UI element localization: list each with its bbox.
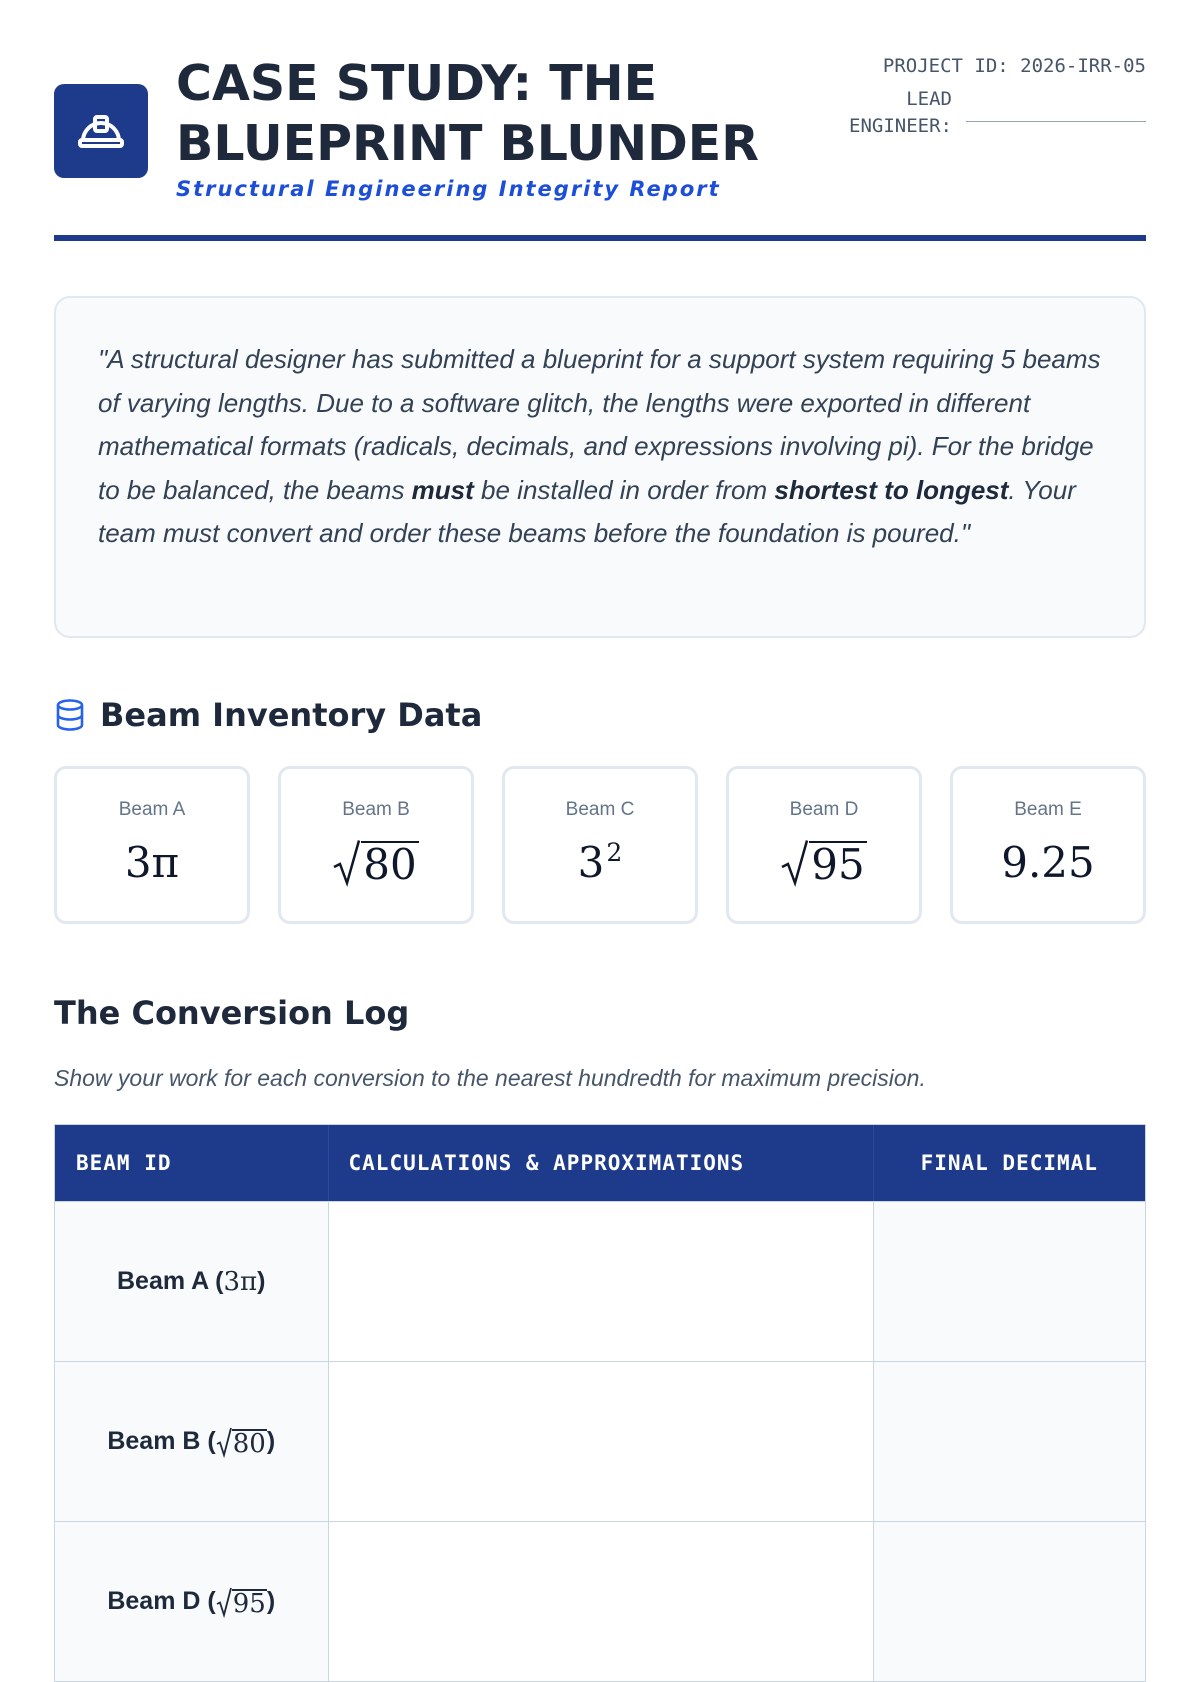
radical-sign xyxy=(781,839,809,887)
calculation-cell[interactable] xyxy=(329,1522,874,1681)
radicand: 80 xyxy=(363,840,417,889)
beam-value xyxy=(1001,835,1095,887)
beam-label: Beam E xyxy=(1014,799,1082,820)
beam-label: Beam A xyxy=(118,799,186,820)
conversion-table xyxy=(54,1124,1146,1682)
hard-hat-icon xyxy=(75,105,127,157)
beam-id-cell xyxy=(55,1362,329,1521)
final-decimal-cell[interactable] xyxy=(874,1362,1146,1521)
table-row xyxy=(55,1201,1145,1361)
beam-id-text: Beam A ( xyxy=(117,1267,224,1295)
inventory-heading xyxy=(54,696,482,734)
calculation-cell[interactable] xyxy=(329,1362,874,1521)
inventory-title: Beam Inventory Data xyxy=(100,696,483,734)
beam-id-cell xyxy=(55,1522,329,1681)
beam-id-math: 3π xyxy=(223,1266,258,1297)
beam-value xyxy=(125,835,179,887)
scenario-text-3: . Your team must convert and order these beams before the foundation is poured." xyxy=(98,474,1076,548)
beam-label: Beam D xyxy=(789,799,859,820)
table-row xyxy=(55,1361,1145,1521)
column-header-beam-id: BEAM ID xyxy=(55,1125,329,1201)
scenario-emphasis-must: must xyxy=(411,474,474,505)
beam-value xyxy=(333,835,418,887)
header-divider xyxy=(54,235,1146,241)
square-root xyxy=(216,1587,267,1617)
database-icon xyxy=(54,698,86,732)
lead-engineer-label: LEAD ENGINEER: xyxy=(849,88,952,137)
calculation-cell[interactable] xyxy=(329,1202,874,1361)
beam-value xyxy=(578,835,623,887)
square-root xyxy=(781,839,866,887)
conversion-log-instructions: Show your work for each conversion to the nearest hundredth for maximum precision. xyxy=(54,1065,926,1091)
radical-sign xyxy=(216,1587,232,1617)
beam-card-a xyxy=(54,766,250,924)
radicand: 80 xyxy=(232,1428,266,1459)
project-id: PROJECT ID: 2026-IRR-05 xyxy=(882,55,1146,77)
column-header-final-decimal: FINAL DECIMAL xyxy=(920,1151,1098,1175)
beam-id-text: Beam B ( xyxy=(107,1427,216,1455)
beam-card-b xyxy=(278,766,474,924)
power-exponent: 2 xyxy=(606,838,623,867)
beam-card-d xyxy=(726,766,922,924)
beam-inventory xyxy=(54,766,1146,924)
report-header xyxy=(54,54,1146,244)
scenario-emphasis-order: shortest to longest xyxy=(774,474,1009,505)
table-header xyxy=(55,1125,1145,1201)
beam-value xyxy=(781,835,866,887)
beam-label: Beam C xyxy=(565,799,635,820)
square-root xyxy=(216,1427,267,1457)
beam-label: Beam B xyxy=(342,799,410,820)
beam-id-text: Beam D ( xyxy=(107,1587,216,1615)
beam-id-cell xyxy=(55,1202,329,1361)
column-header-calculations: CALCULATIONS & APPROXIMATIONS xyxy=(329,1125,874,1201)
beam-id-close: ) xyxy=(257,1267,266,1295)
beam-value-text: 9.25 xyxy=(1001,838,1095,887)
radicand: 95 xyxy=(811,840,865,889)
lead-engineer-row xyxy=(826,86,1146,140)
radicand: 95 xyxy=(232,1588,266,1619)
power-base: 3 xyxy=(577,838,605,887)
beam-card-c xyxy=(502,766,698,924)
scenario-text-1: "A structural designer has submitted a blueprint for a support system requiring 5 beams of varying lengths. Due to a software glitch, the lengths were exported in different mathematical formats (radicals, decimals, and expressions involving pi). For the bridge to be balanced, the beams xyxy=(98,344,1101,505)
conversion-log-title: The Conversion Log xyxy=(54,994,410,1032)
beam-id-close: ) xyxy=(266,1427,276,1455)
lead-engineer-field[interactable] xyxy=(966,121,1146,122)
beam-card-e xyxy=(950,766,1146,924)
beam-id-close: ) xyxy=(266,1587,276,1615)
beam-value-text: 3π xyxy=(124,838,180,887)
page-subtitle: Structural Engineering Integrity Report xyxy=(176,177,721,201)
scenario-text-2: be installed in order from xyxy=(473,474,775,505)
final-decimal-cell[interactable] xyxy=(874,1202,1146,1361)
radical-sign xyxy=(216,1427,232,1457)
square-root xyxy=(333,839,418,887)
scenario-quote xyxy=(54,296,1146,638)
logo xyxy=(54,84,148,178)
final-decimal-cell[interactable] xyxy=(874,1522,1146,1681)
table-row xyxy=(55,1521,1145,1681)
project-meta xyxy=(826,54,1146,140)
page-title: CASE STUDY: THE BLUEPRINT BLUNDER xyxy=(176,55,759,172)
radical-sign xyxy=(333,839,361,887)
